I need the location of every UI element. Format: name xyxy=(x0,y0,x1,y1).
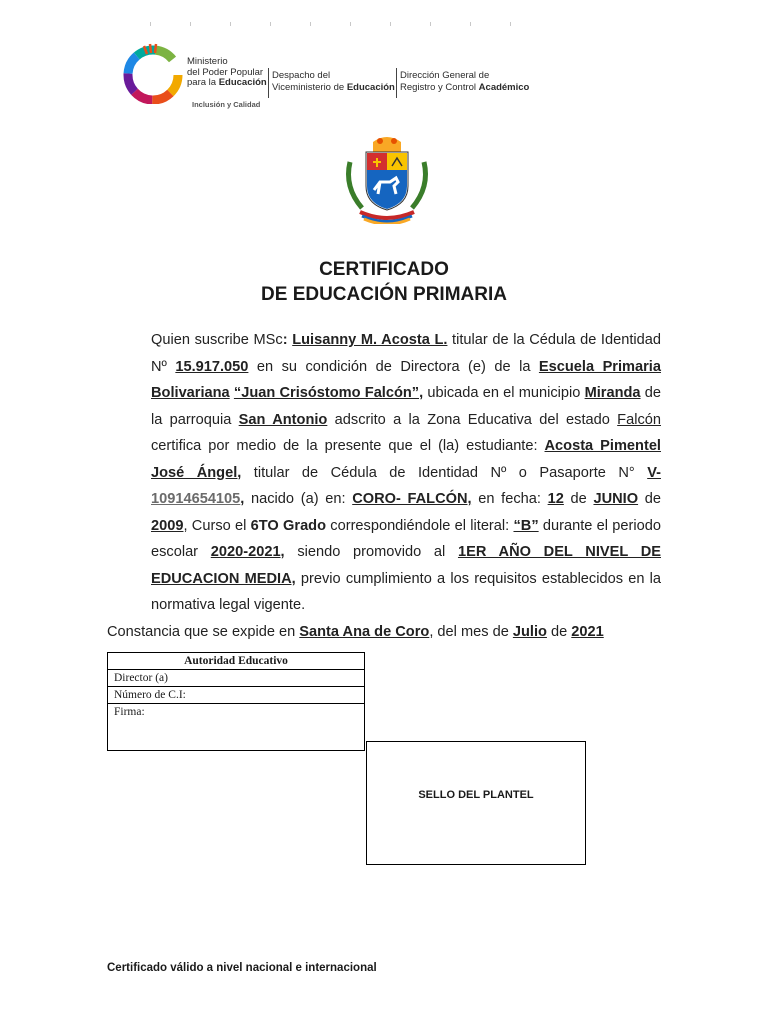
body-text: Quien suscribe MSc xyxy=(151,332,283,348)
authority-table-header: Autoridad Educativo xyxy=(108,653,365,670)
id-number-field[interactable]: Número de C.I: xyxy=(108,687,365,704)
ministry-line-1: Ministerio xyxy=(187,56,228,67)
school-type: Escuela Primaria Bolivariana xyxy=(151,358,661,401)
director-field[interactable]: Director (a) xyxy=(108,670,365,687)
ministry-tagline: Inclusión y Calidad xyxy=(192,100,261,109)
place-issued: Santa Ana de Coro xyxy=(299,623,430,640)
body-text: titular de Cédula de Identidad Nº o Pasaporte N° xyxy=(241,464,648,481)
parish: San Antonio xyxy=(238,411,328,428)
direccion-line-1: Dirección General de xyxy=(400,70,490,81)
body-text: de xyxy=(546,623,572,640)
birthplace: CORO- FALCÓN, xyxy=(352,491,472,507)
despacho-line-1: Despacho del xyxy=(272,70,331,81)
school-seal-box xyxy=(366,741,586,865)
municipality: Miranda xyxy=(584,385,641,401)
body-text: certifica por medio de la presente que el (la) estudiante: xyxy=(151,438,545,454)
signature-field[interactable]: Firma: xyxy=(108,704,365,751)
body-text: Constancia que se expide en xyxy=(107,623,300,640)
body-text: , Curso el xyxy=(183,517,251,534)
grade: 6TO Grado xyxy=(250,517,327,534)
birth-day: 12 xyxy=(547,491,564,507)
authority-table xyxy=(107,652,365,751)
title-line-1: CERTIFICADO xyxy=(319,259,449,280)
body-text: en fecha: xyxy=(471,491,548,507)
passport-number: 10914654105 xyxy=(151,491,241,507)
birth-year: 2009 xyxy=(151,517,184,534)
coat-of-arms-icon xyxy=(340,132,434,224)
certificate-title xyxy=(0,257,768,307)
despacho-line-2-bold: Educación xyxy=(346,82,395,93)
state: Falcón xyxy=(617,411,661,428)
body-text: correspondiéndole el literal: xyxy=(326,517,514,534)
issuance-paragraph xyxy=(107,619,661,646)
header-divider-1 xyxy=(268,68,269,98)
body-text: titular de la Cédula de Identidad Nº xyxy=(151,332,661,375)
body-text: en su condición de Directora (e) de la xyxy=(248,358,539,375)
body-text: , del mes de xyxy=(429,623,513,640)
seal-label: SELLO DEL PLANTEL xyxy=(418,789,534,801)
month-issued: Julio xyxy=(512,623,547,640)
title-line-2: DE EDUCACIÓN PRIMARIA xyxy=(261,284,507,305)
school-name: “Juan Crisóstomo Falcón”, xyxy=(233,385,424,401)
ministry-line-3-prefix: para la xyxy=(187,77,219,88)
ministry-line-3 xyxy=(187,78,267,89)
signer-id: 15.917.050 xyxy=(175,358,249,375)
passport-prefix: V- xyxy=(647,464,661,481)
body-text: previo cumplimiento a los requisitos establecidos en la normativa legal vigente. xyxy=(151,570,662,613)
validity-footer: Certificado válido a nivel nacional e internacional xyxy=(107,962,377,974)
direccion-line-2-bold: Académico xyxy=(478,82,530,93)
despacho-block xyxy=(272,70,395,94)
promoted-to: 1ER AÑO DEL NIVEL DE EDUCACION MEDIA, xyxy=(151,544,661,587)
body-text: adscrito a la Zona Educativa del estado xyxy=(327,411,618,428)
ministry-logo xyxy=(122,42,184,104)
direccion-block xyxy=(400,70,529,94)
signer-name: Luisanny M. Acosta L. xyxy=(292,332,448,348)
direccion-line-2 xyxy=(400,82,529,94)
despacho-line-2 xyxy=(272,82,395,94)
despacho-line-2-prefix: Viceministerio de xyxy=(272,82,347,93)
body-text: nacido (a) en: xyxy=(244,491,353,507)
year-issued: 2021 xyxy=(571,623,604,640)
ministry-line-2: del Poder Popular xyxy=(187,66,264,78)
top-margin-marks xyxy=(150,22,510,26)
school-period: 2020-2021, xyxy=(210,544,285,560)
direccion-line-2-prefix: Registro y Control xyxy=(400,82,479,93)
header-divider-2 xyxy=(396,68,397,98)
body-text: siendo promovido al xyxy=(284,544,458,560)
certificate-body xyxy=(107,327,661,645)
body-text: durante el periodo escolar xyxy=(151,517,661,560)
certification-paragraph xyxy=(107,327,661,619)
passport-comma: , xyxy=(240,491,245,507)
birth-month: JUNIO xyxy=(593,491,639,507)
body-text: de la parroquia xyxy=(151,385,661,428)
body-text: : xyxy=(282,332,293,348)
ministry-name xyxy=(187,57,267,89)
ministry-line-3-bold: Educación xyxy=(218,77,267,88)
literal: “B” xyxy=(513,517,539,534)
body-text: ubicada en el municipio xyxy=(423,385,585,401)
student-name: Acosta Pimentel José Ángel, xyxy=(151,438,661,481)
body-text: de xyxy=(563,491,594,507)
body-text: de xyxy=(638,491,661,507)
